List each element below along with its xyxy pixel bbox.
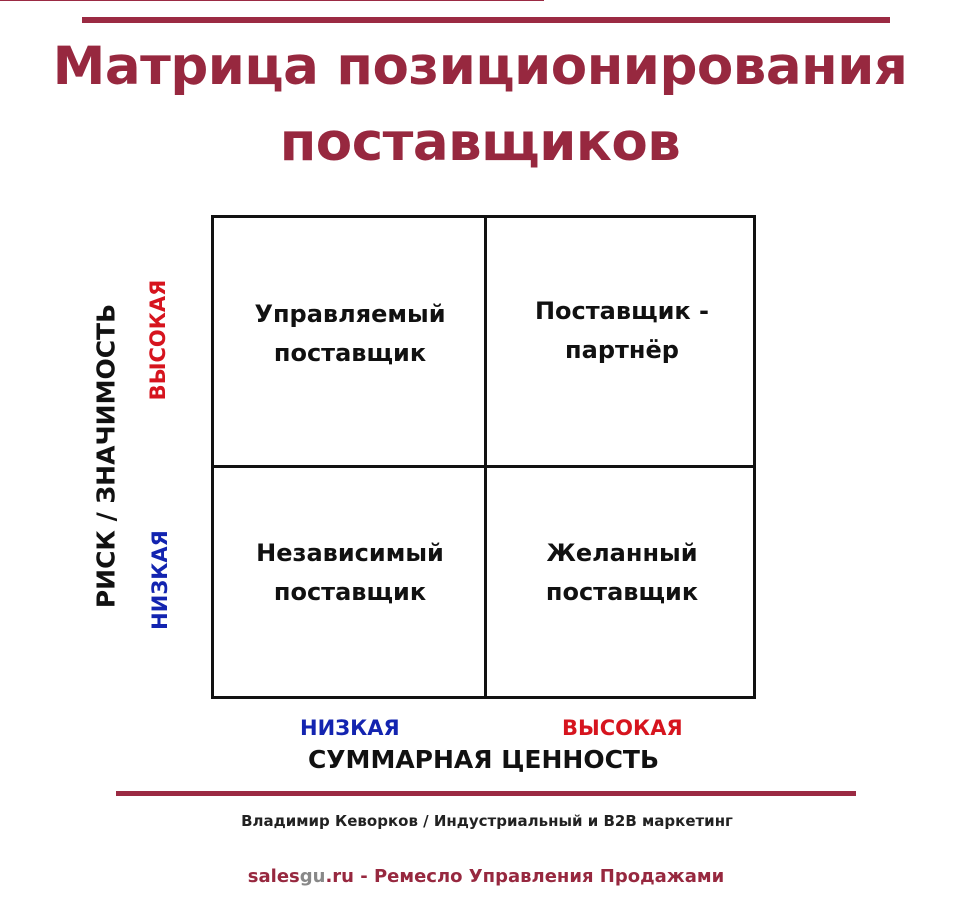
quadrant-label-line: поставщик bbox=[273, 339, 427, 367]
positioning-matrix bbox=[211, 215, 756, 699]
y-axis-high-label: ВЫСОКАЯ bbox=[146, 279, 170, 401]
matrix-vertical-divider bbox=[484, 218, 487, 696]
y-axis-title: РИСК / ЗНАЧИМОСТЬ bbox=[91, 303, 121, 609]
footer-site-domain[interactable]: .ru bbox=[325, 866, 354, 887]
quadrant-independent-supplier bbox=[214, 534, 486, 612]
quadrant-label-line: Желанный bbox=[546, 539, 698, 567]
quadrant-managed-supplier bbox=[214, 295, 486, 373]
quadrant-desired-supplier bbox=[486, 534, 758, 612]
footer-site-name[interactable]: sales bbox=[247, 866, 300, 887]
quadrant-label-line: Поставщик - bbox=[534, 297, 710, 325]
quadrant-label-line: поставщик bbox=[273, 578, 427, 606]
x-axis-high-label: ВЫСОКАЯ bbox=[562, 716, 683, 740]
x-axis-low-label: НИЗКАЯ bbox=[300, 716, 400, 740]
footer-tagline bbox=[0, 866, 960, 887]
footer-site-name-highlight[interactable]: gu bbox=[299, 866, 326, 887]
quadrant-partner-supplier bbox=[486, 292, 758, 370]
y-axis-low-label: НИЗКАЯ bbox=[148, 530, 172, 630]
top-divider-line bbox=[82, 17, 890, 23]
x-axis-title: СУММАРНАЯ ЦЕННОСТЬ bbox=[307, 745, 660, 774]
footer-slogan: - Ремесло Управления Продажами bbox=[353, 866, 725, 887]
quadrant-label-line: поставщик bbox=[545, 578, 699, 606]
footer-divider-line bbox=[116, 791, 856, 796]
matrix-horizontal-divider bbox=[214, 465, 753, 468]
page-title-line-1: Матрица позиционирования bbox=[52, 36, 908, 97]
page-title-line-2: поставщиков bbox=[279, 112, 681, 173]
quadrant-label-line: Управляемый bbox=[254, 300, 446, 328]
thin-divider-line bbox=[0, 0, 544, 1]
author-credit: Владимир Кеворков / Индустриальный и B2B маркетинг bbox=[241, 812, 733, 830]
quadrant-label-line: партнёр bbox=[565, 336, 679, 364]
quadrant-label-line: Независимый bbox=[256, 539, 444, 567]
